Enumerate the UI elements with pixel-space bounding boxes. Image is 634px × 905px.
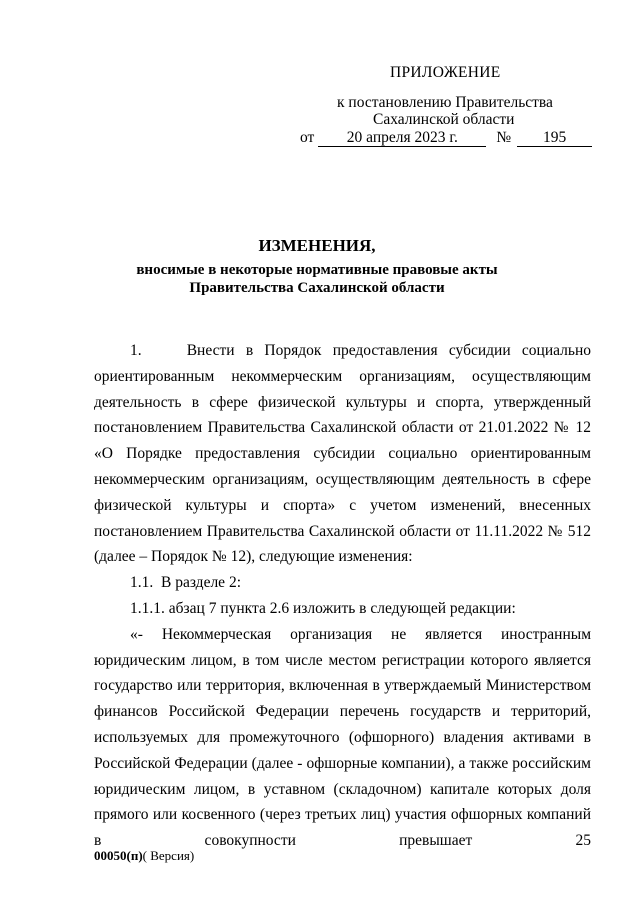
- from-label: от: [300, 129, 315, 146]
- number-sign: №: [496, 129, 512, 146]
- paragraph-quote: «- Некоммерческая организация не является иностранным юридическим лицом, в том числе местом регистрации которого является государство или территория, включенная в утверждаемый Министерством финансов Российской Федерации перечень государств и территорий, используемых для промежуточного (офшорного) владения активами в Российской Федерации (далее - офшорные компании), а также российским юридическим лицом, в уставном (складочном) капитале которых доля прямого или косвенного (через третьих лиц) участия офшорных компаний в совокупности превышает 25: [94, 625, 591, 850]
- footer-doc-code: 00050(п): [94, 848, 143, 863]
- appendix-date-number-line: [300, 127, 592, 148]
- document-subheading-1: вносимые в некоторые нормативные правовые акты: [136, 262, 498, 278]
- paragraph-1-1: 1.1. В разделе 2:: [130, 574, 241, 592]
- document-subheading-2: Правительства Сахалинской области: [189, 280, 445, 296]
- document-heading: ИЗМЕНЕНИЯ,: [258, 236, 376, 255]
- resolution-number: 195: [517, 129, 592, 147]
- paragraph-1: 1. Внести в Порядок предоставления субсидии социально ориентированным некоммерческим организациям, осуществляющим деятельность в сфере физической культуры и спорта, утвержденный постановлением Правительства Сахалинской области от 21.01.2022 № 12 «О Порядке предоставления субсидии социально ориентированным некоммерческим организациям, осуществляющим деятельность в сфере физической культуры и спорта» с учетом изменений, внесенных постановлением Правительства Сахалинской области от 11.11.2022 № 512 (далее – Порядок № 12), следующие изменения:: [94, 342, 591, 566]
- resolution-date: 20 апреля 2023 г.: [318, 129, 486, 147]
- appendix-title: ПРИЛОЖЕНИЕ: [390, 64, 501, 81]
- footer-code: [94, 848, 194, 864]
- paragraph-1-1-1: 1.1.1. абзац 7 пункта 2.6 изложить в следующей редакции:: [130, 599, 516, 617]
- appendix-line-resolution: к постановлению Правительства: [337, 94, 553, 111]
- document-body: [94, 338, 591, 854]
- appendix-line-region: Сахалинской области: [373, 111, 515, 128]
- footer-version: ( Версия): [142, 848, 195, 863]
